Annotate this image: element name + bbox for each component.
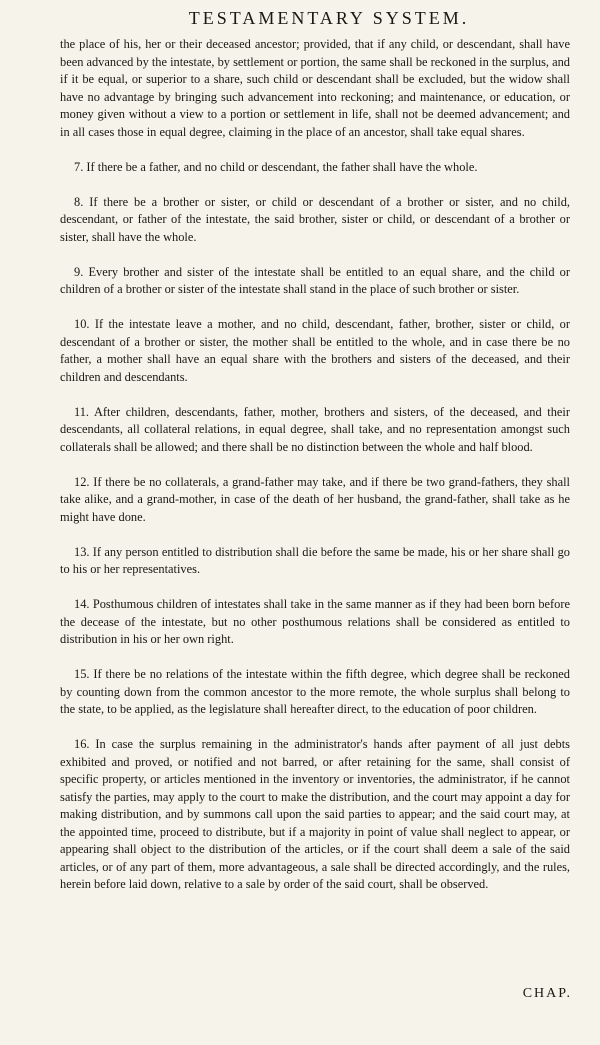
paragraph-number: 10. [74, 317, 90, 331]
paragraph-text: Posthumous children of intestates shall take in the same manner as if they had been born before the decease of the intestate, but no other posthumous relations shall be considered as entitled to distribution in his or her own right. [60, 597, 570, 646]
paragraph-text: After children, descendants, father, mother, brothers and sisters, of the deceased, and their descendants, all collateral relations, in equal degree, shall take, and no representation amongst such collaterals shall be allowed; and there shall be no distinction between the whole and half blood. [60, 404, 570, 454]
paragraph-text: If there be a brother or sister, or child or descendant of a brother or sister, and no child, descendant, or father of the intestate, the said brother, sister or child, or descendant of a brother or sister, shall have the whole. [60, 194, 570, 244]
paragraph-number: 14. [74, 597, 90, 611]
paragraph-8 [60, 194, 570, 247]
paragraph-text: If any person entitled to distribution shall die before the same be made, his or her share shall go to his or her representatives. [60, 544, 570, 576]
paragraph-text: In case the surplus remaining in the administrator's hands after payment of all just debts exhibited and proved, or notified and not barred, or after retaining for the same, shall consist of specific property, or articles mentioned in the inventory or inventories, the administrator, if he cannot satisfy the parties, may apply to the court to make the distribution, and the court may appoint a day for making distribution, and by summons call upon the said parties to appear; and the said court may, at the appointed time, proceed to distribute, but if a majority in point of value shall neglect to appear, or appearing shall object to the distribution of the articles, or if the court shall deem a sale of the said articles, or of any part of them, more advantageous, a sale shall be directed accordingly, and the rules, herein before laid down, relative to a sale by order of the said court, shall be observed. [60, 737, 570, 891]
paragraph-text: If there be a father, and no child or descendant, the father shall have the whole. [86, 159, 478, 174]
paragraph-number: 8. [74, 194, 84, 209]
paragraph-number: 12. [74, 474, 90, 489]
paragraph-number: 16. [74, 737, 90, 751]
paragraph-9 [60, 264, 570, 299]
paragraph-number: 7. [74, 159, 84, 174]
paragraph-number: 11. [74, 404, 90, 419]
paragraph-text: the place of his, her or their deceased ancestor; provided, that if any child, or descendant, shall have been advanced by the intestate, by settlement or portion, the same shall be reckoned in the surplus, and if it be equal, or superior to a share, such child or descendant shall be excluded, but the widow shall have no advantage by bringing such advancement into reckoning; and maintenance, or education, or money given without a view to a portion or settlement in life, shall not be deemed advancement; and in all cases those in equal degree, claiming in the place of an ancestor, shall take equal shares. [60, 37, 570, 139]
paragraph-number: 13. [74, 544, 90, 559]
paragraph-12 [60, 474, 570, 527]
paragraph-10 [60, 316, 570, 386]
paragraph-16 [60, 736, 570, 894]
paragraph-11 [60, 404, 570, 457]
paragraph-number: 9. [74, 264, 84, 279]
paragraph-13 [60, 544, 570, 579]
catchword: CHAP. [522, 986, 572, 1001]
paragraph-text: Every brother and sister of the intestate shall be entitled to an equal share, and the child or children of a brother or sister of the intestate shall stand in the place of such brother or sister. [60, 264, 570, 296]
paragraph-continuation [60, 36, 570, 141]
paragraph-text: If there be no collaterals, a grand-father may take, and if there be two grand-fathers, they shall take alike, and a grand-mother, in case of the death of her husband, the grand-father, shall take as he might have done. [60, 474, 570, 524]
paragraph-text: If there be no relations of the intestate within the fifth degree, which degree shall be reckoned by counting down from the common ancestor to the more remote, the whole surplus shall belong to the state, to be applied, as the legislature shall hereafter direct, to the education of poor children. [60, 667, 570, 716]
paragraph-7 [60, 159, 570, 177]
paragraph-number: 15. [74, 667, 90, 681]
running-title: TESTAMENTARY SYSTEM. [188, 8, 470, 28]
paragraph-text: If the intestate leave a mother, and no child, descendant, father, brother, sister or child, or descendant of a brother or sister, the mother shall be entitled to the whole, and in case there be no father, a mother shall have an equal share with the brothers and sisters of the deceased, and their children and descendants. [60, 317, 570, 384]
paragraph-15 [60, 666, 570, 719]
paragraph-14 [60, 596, 570, 649]
